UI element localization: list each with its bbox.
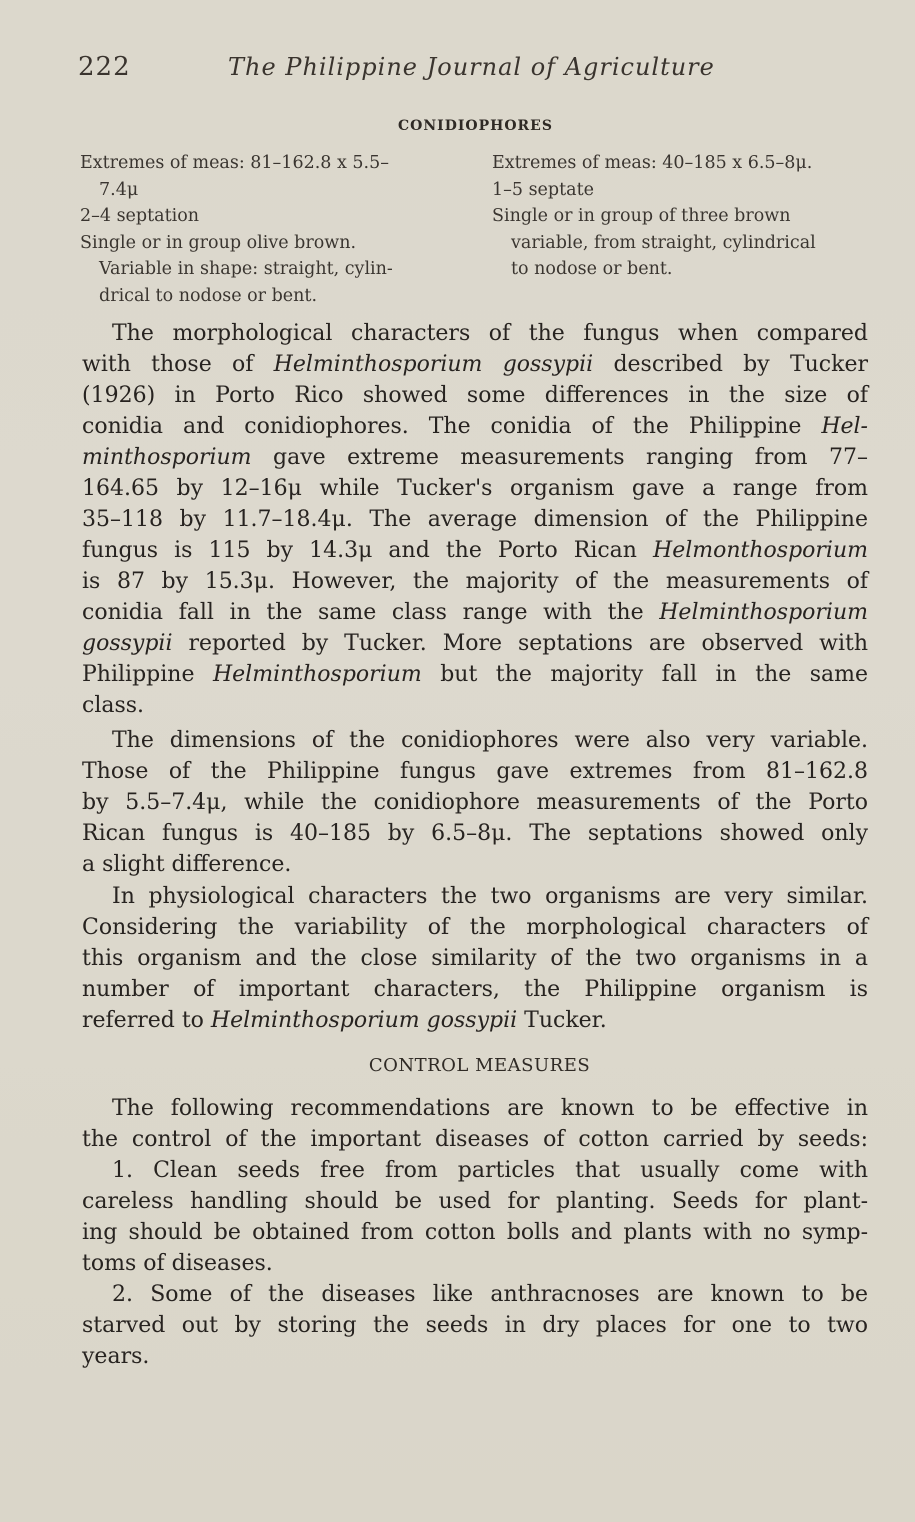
text-line: ing should be obtained from cotton bolls and plants with no symp- bbox=[82, 1220, 868, 1245]
text-run: Tucker. bbox=[517, 1008, 607, 1033]
text-line: 35–118 by 11.7–18.4μ. The average dimension of the Philippine bbox=[82, 507, 868, 532]
text-line: 164.65 by 12–16μ while Tucker's organism gave a range from bbox=[82, 476, 868, 501]
column-line: variable, from straight, cylindrical bbox=[511, 232, 816, 253]
text-run: with those of bbox=[82, 352, 274, 377]
text-line: Those of the Philippine fungus gave extremes from 81–162.8 bbox=[82, 759, 868, 784]
control-measures-paragraph bbox=[82, 1093, 868, 1372]
physiology-paragraph bbox=[82, 881, 868, 1036]
page-header bbox=[78, 52, 878, 92]
species-name: gossypii bbox=[82, 631, 173, 656]
column-line: Extremes of meas: 40–185 x 6.5–8μ. bbox=[492, 153, 813, 173]
text-line: by 5.5–7.4μ, while the conidiophore measurements of the Porto bbox=[82, 790, 868, 815]
text-line: this organism and the close similarity of the two organisms in a bbox=[82, 946, 868, 971]
text-line: number of important characters, the Philippine organism is bbox=[82, 977, 868, 1002]
species-name: Helminthosporium gossypii bbox=[210, 1008, 518, 1033]
text-line: toms of diseases. bbox=[82, 1251, 273, 1276]
column-line: Extremes of meas: 81–162.8 x 5.5– bbox=[80, 153, 389, 173]
text-line bbox=[82, 442, 868, 473]
text-line: Considering the variability of the morphological characters of bbox=[82, 915, 868, 940]
text-line: The dimensions of the conidiophores were also very variable. bbox=[112, 728, 868, 753]
text-run: conidia fall in the same class range with the bbox=[82, 600, 660, 625]
text-line bbox=[82, 659, 868, 690]
column-line: 2–4 septation bbox=[80, 206, 200, 226]
text-line: 2. Some of the diseases like anthracnoses are known to be bbox=[112, 1282, 868, 1307]
text-line: a slight difference. bbox=[82, 852, 292, 877]
species-name: Helminthosporium bbox=[659, 600, 868, 625]
species-name: Helminthosporium bbox=[212, 662, 422, 687]
text-line bbox=[82, 597, 868, 628]
dimensions-paragraph bbox=[82, 725, 868, 880]
text-line: years. bbox=[82, 1344, 150, 1369]
column-line: Single or in group olive brown. bbox=[80, 232, 357, 253]
conidiophores-heading: CONIDIOPHORES bbox=[398, 118, 553, 134]
text-run: fungus is 115 by 14.3μ and the Porto Rican bbox=[82, 538, 654, 563]
text-run: but the majority fall in the same bbox=[421, 662, 868, 687]
text-line: 1. Clean seeds free from particles that usually come with bbox=[112, 1158, 868, 1183]
text-line bbox=[82, 411, 868, 442]
text-line: the control of the important diseases of cotton carried by seeds: bbox=[82, 1127, 868, 1152]
species-name: Helmonthosporium bbox=[653, 538, 868, 563]
species-name: Hel- bbox=[821, 414, 868, 439]
text-line: careless handling should be used for planting. Seeds for plant- bbox=[82, 1189, 868, 1214]
text-line bbox=[82, 1005, 868, 1036]
text-line: class. bbox=[82, 693, 145, 718]
text-run: reported by Tucker. More septations are observed with bbox=[172, 631, 868, 656]
column-line: drical to nodose or bent. bbox=[99, 285, 318, 306]
text-run: Philippine bbox=[82, 662, 213, 687]
text-line bbox=[82, 349, 868, 380]
conidiophores-philippine-column bbox=[80, 150, 470, 309]
morphology-paragraph bbox=[82, 318, 868, 721]
text-line: is 87 by 15.3μ. However, the majority of the measurements of bbox=[82, 569, 868, 594]
text-line: The morphological characters of the fungus when compared bbox=[112, 321, 868, 346]
text-run: referred to bbox=[82, 1008, 211, 1033]
column-line: 1–5 septate bbox=[492, 179, 594, 200]
text-line: In physiological characters the two organisms are very similar. bbox=[112, 884, 868, 909]
page-number: 222 bbox=[78, 52, 131, 82]
text-run: conidia and conidiophores. The conidia of the Philippine bbox=[82, 414, 822, 439]
species-name: minthosporium bbox=[82, 445, 252, 470]
column-line: Variable in shape: straight, cylin- bbox=[99, 259, 393, 279]
text-line: starved out by storing the seeds in dry places for one to two bbox=[82, 1313, 868, 1338]
text-line: The following recommendations are known to be effective in bbox=[112, 1096, 868, 1121]
text-line: Rican fungus is 40–185 by 6.5–8μ. The septations showed only bbox=[82, 821, 868, 846]
text-line bbox=[82, 535, 868, 566]
species-name: Helminthosporium gossypii bbox=[273, 352, 594, 377]
text-line: (1926) in Porto Rico showed some differences in the size of bbox=[82, 383, 868, 408]
text-line bbox=[82, 628, 868, 659]
conidiophores-porto-rico-column bbox=[492, 150, 882, 283]
column-line: 7.4μ bbox=[99, 179, 139, 200]
journal-title: The Philippine Journal of Agriculture bbox=[228, 53, 715, 81]
text-run: described by Tucker bbox=[593, 352, 868, 377]
column-line: to nodose or bent. bbox=[511, 259, 673, 279]
control-measures-heading: CONTROL MEASURES bbox=[368, 1055, 591, 1076]
text-run: gave extreme measurements ranging from 77– bbox=[251, 445, 868, 470]
column-line: Single or in group of three brown bbox=[492, 206, 791, 226]
